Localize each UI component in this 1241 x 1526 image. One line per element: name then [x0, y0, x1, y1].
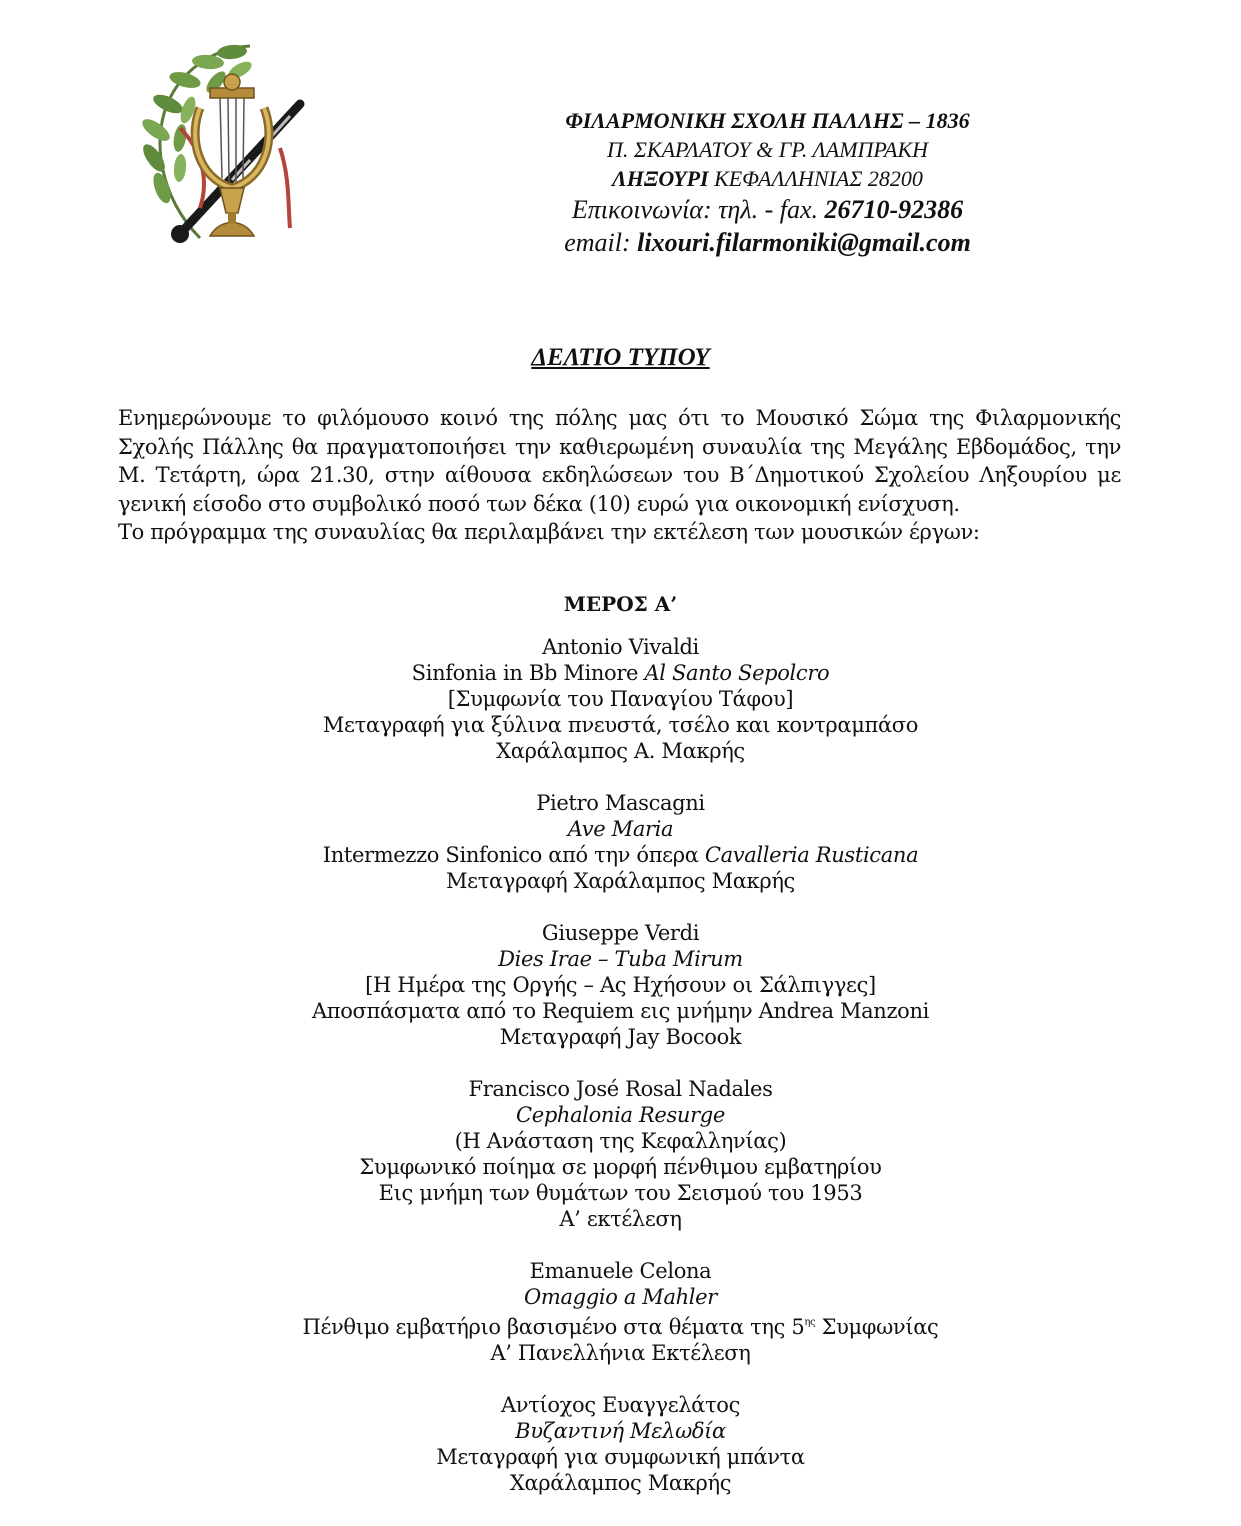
work-note: Μεταγραφή για ξύλινα πνευστά, τσέλο και κοντραμπάσο: [322, 713, 919, 737]
work-title: Ave Maria: [567, 817, 674, 841]
work-subtitle: Intermezzo Sinfonico από την όπερα Cavalleria Rusticana: [322, 843, 919, 867]
organization-address-streets: Π. ΣΚΑΡΛΑΤΟΥ & ΓΡ. ΛΑΜΠΡΑΚΗ: [606, 137, 929, 162]
work-arranger: Χαράλαμπος Μακρής: [509, 1471, 732, 1495]
work-performance: Α’ εκτέλεση: [559, 1207, 682, 1231]
work-dedication: Εις μνήμη των θυμάτων του Σεισμού του 1953: [378, 1181, 863, 1205]
work-composer: Giuseppe Verdi: [541, 921, 700, 945]
organization-address-city: ΛΗΞΟΥΡΙ ΚΕΦΑΛΛΗΝΙΑΣ 28200: [612, 166, 923, 191]
work-note: Μεταγραφή για συμφωνική μπάντα: [436, 1445, 805, 1469]
philharmonic-lyre-logo: [140, 38, 310, 248]
work-note: Συμφωνικό ποίημα σε μορφή πένθιμου εμβατηρίου: [359, 1155, 882, 1179]
letterhead: [500, 106, 1035, 259]
program-work: [0, 1392, 1241, 1496]
work-translation: [Η Ημέρα της Οργής – Ας Ηχήσουν οι Σάλπιγγες]: [365, 973, 876, 997]
program-work: [0, 1258, 1241, 1366]
work-composer: Emanuele Celona: [529, 1259, 712, 1283]
concert-program: [0, 634, 1241, 1522]
work-title: Cephalonia Resurge: [516, 1103, 725, 1127]
part-heading: ΜΕΡΟΣ Α’: [563, 592, 678, 616]
organization-name: ΦΙΛΑΡΜΟΝΙΚΗ ΣΧΟΛΗ ΠΑΛΛΗΣ – 1836: [565, 108, 970, 133]
work-composer: Pietro Mascagni: [536, 791, 705, 815]
work-performance: Α’ Πανελλήνια Εκτέλεση: [490, 1341, 751, 1365]
work-note: Πένθιμο εμβατήριο βασισμένο στα θέματα της $5^{\eta\varsigma}$ Συμφωνίας: [302, 1315, 939, 1339]
intro-text: [118, 404, 1121, 547]
program-work: [0, 790, 1241, 894]
work-composer: Francisco José Rosal Nadales: [468, 1077, 773, 1101]
work-composer: Antonio Vivaldi: [542, 635, 699, 659]
program-intro-paragraph: Το πρόγραμμα της συναυλίας θα περιλαμβάνει την εκτέλεση των μουσικών έργων:: [118, 520, 980, 544]
program-work: [0, 920, 1241, 1050]
intro-paragraph: Ενημερώνουμε το φιλόμουσο κοινό της πόλης μας ότι το Μουσικό Σώμα της Φιλαρμονικής Σχολής Πάλλης θα πραγματοποιήσει την καθιερωμένη συναυλία της Μεγάλης Εβδομάδος, την Μ. Τετάρτη, ώρα 21.30, στην αίθουσα εκδηλώσεων του Β΄Δημοτικού Σχολείου Ληξουρίου με γενική είσοδο στο συμβολικό ποσό των δέκα (10) ευρώ για οικονομική ενίσχυση.: [118, 406, 1121, 516]
work-arranger: Χαράλαμπος Α. Μακρής: [496, 739, 745, 763]
work-title: Omaggio a Mahler: [524, 1285, 717, 1309]
work-title: Dies Irae – Tuba Mirum: [498, 947, 743, 971]
contact-phone: Επικοινωνία: τηλ. - fax. 26710-92386: [571, 195, 964, 224]
contact-email: email: lixouri.filarmoniki@gmail.com: [564, 228, 971, 257]
work-arranger: Μεταγραφή Jay Bocook: [499, 1025, 742, 1049]
work-translation: [Συμφωνία του Παναγίου Τάφου]: [447, 687, 794, 711]
work-translation: (Η Ανάσταση της Κεφαλληνίας): [454, 1129, 787, 1153]
program-work: [0, 634, 1241, 764]
document-title: ΔΕΛΤΙΟ ΤΥΠΟΥ: [531, 344, 710, 371]
program-work: [0, 1076, 1241, 1232]
work-title: Sinfonia in Bb Minore Al Santo Sepolcro: [411, 661, 830, 685]
work-arranger: Μεταγραφή Χαράλαμπος Μακρής: [446, 869, 795, 893]
work-note: Αποσπάσματα από το Requiem εις μνήμην Andrea Manzoni: [311, 999, 930, 1023]
work-title: Βυζαντινή Μελωδία: [515, 1419, 726, 1443]
work-composer: Αντίοχος Ευαγγελάτος: [500, 1393, 740, 1417]
